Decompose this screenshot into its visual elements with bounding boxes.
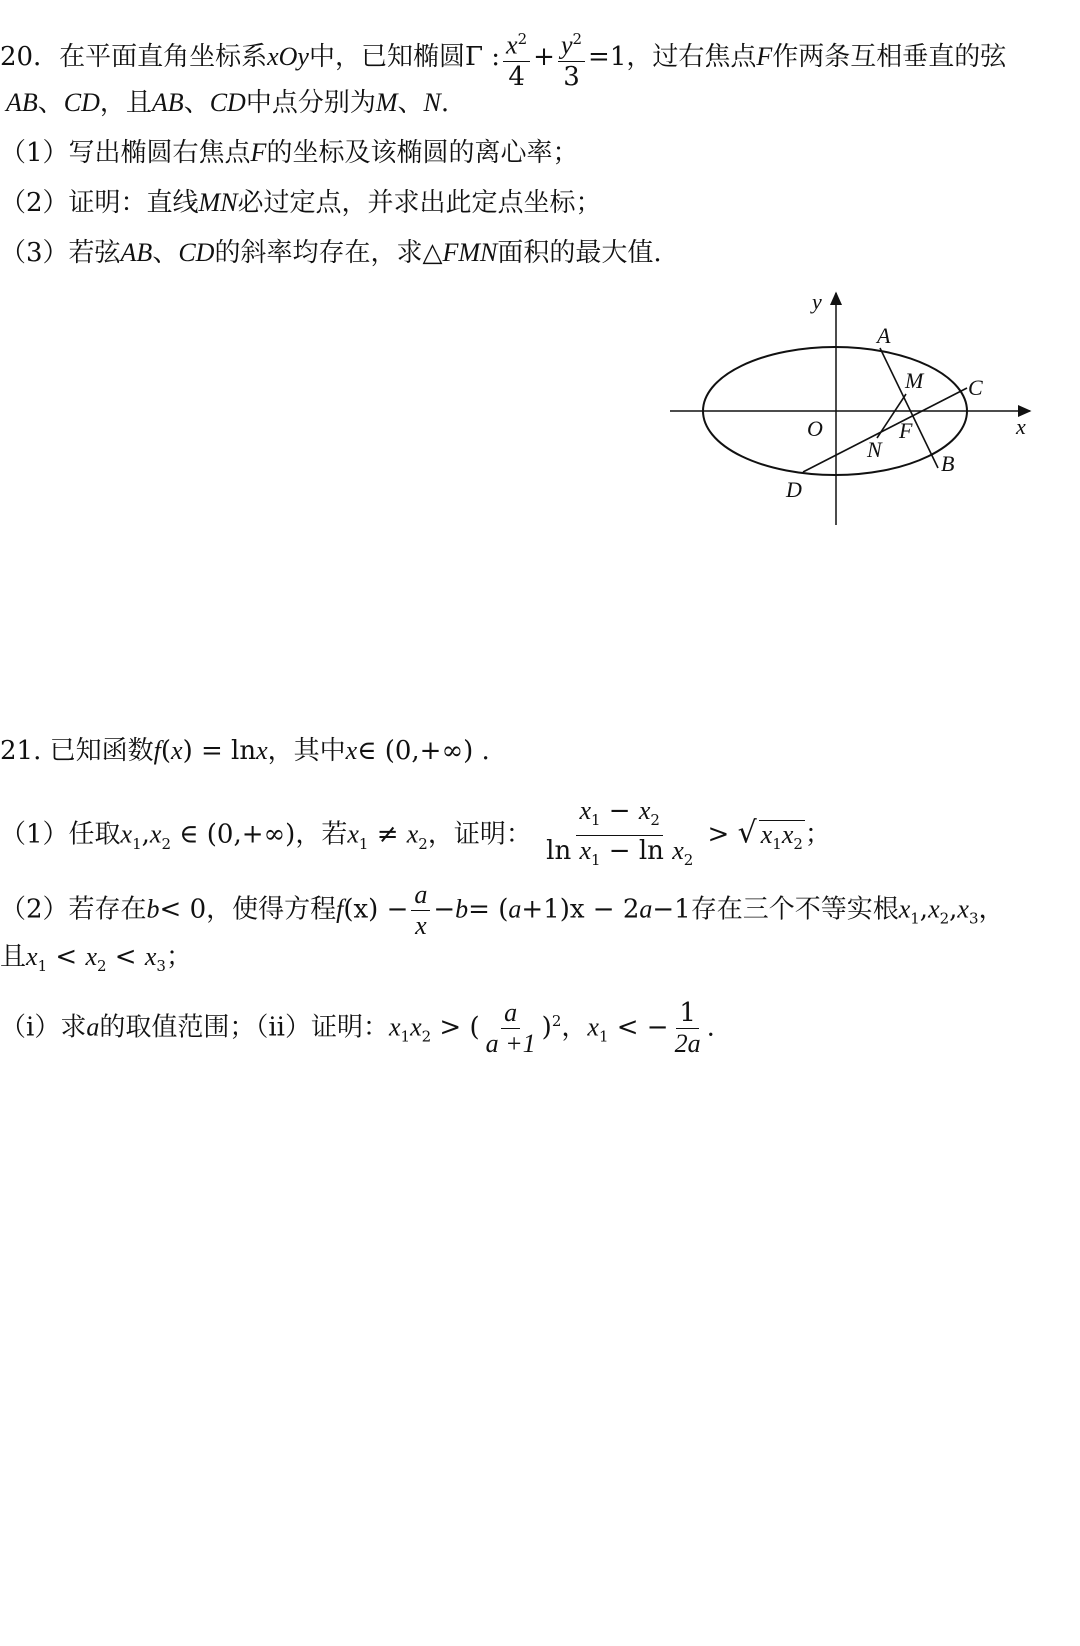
math-var: F [250,138,267,167]
operator: ≠ [376,819,399,850]
fraction-y: $\frac{y^2}{3}$ [558,24,585,92]
math-var: x [120,819,133,849]
text: （2）证明：直线 [0,188,199,218]
text: 的斜率均存在，求△ [214,238,443,268]
fraction-log-mean: $\frac{x_1 - x_2}{\ln x_1 - \ln x_2}$ [546,796,694,870]
fraction-a-over-x [411,880,430,941]
text: ∈ (0,+∞)，若 [179,819,348,850]
text: ( [160,736,172,766]
label-c: C [968,375,983,400]
denominator: 2a [674,1029,701,1058]
denominator: x [415,911,427,940]
text: = ( [468,894,509,925]
fraction-x: $\frac{x^2}{4}$ [503,24,530,92]
text: 、 [37,88,64,118]
operator: − [433,894,456,925]
fraction-one-over-2a [672,998,704,1059]
text: 的坐标及该椭圆的离心率； [266,138,579,168]
math-var: b [455,894,469,924]
operator: + [533,41,555,72]
ellipse-figure [0,285,1080,525]
q20-part-2 [0,186,602,220]
text: ； [165,942,192,972]
label-y: y [812,289,822,314]
label-x: x [1016,414,1026,439]
q20-line-1 [0,24,1006,92]
text: 在平面直角坐标系 [59,41,268,72]
text: ) = ln [182,736,257,766]
math-var: f [153,736,161,765]
math-var: FMN [442,238,498,267]
text: 、 [152,238,179,268]
problem-number: 21. [0,736,42,766]
label-n: N [867,437,882,462]
text: ，其中 [267,736,346,766]
text: > ( [439,1012,480,1043]
text: ，证明： [427,819,532,850]
label-f: F [899,418,913,443]
math-var: M [375,88,398,117]
q21-part-1: （1）任取$x_1,x_2$ ∈ (0,+∞)，若$x_1 \ne x_2$，证明： $\frac{x_1 - x_2}{\ln x_1 - \ln x_2}$ > √ $x_1x_2$； [0,796,831,875]
text: −1存在三个不等实根 [652,894,899,925]
q20-part-3 [0,236,662,270]
q21-part-2: （2）若存在b< 0，使得方程f(x) − $\frac{a}{x}$ −b= (a+1)x − 2a−1存在三个不等实根$x_1,x_2,x_3$， [0,880,1005,940]
q20-part-1 [0,136,578,170]
text: （i）求 [0,1012,87,1043]
math-var: x [506,30,518,60]
text: （3）若弦 [0,238,121,268]
text: < − [616,1012,669,1043]
text: +1)x − 2 [521,894,640,925]
math-var: AB [151,88,184,117]
radicand: $x_1x_2$ [759,820,805,858]
text: （1）任取 [0,819,121,850]
math-var: a [639,894,653,924]
label-o: O [807,416,823,441]
numerator: a [411,880,430,911]
text: ln [546,836,572,867]
q21-line-1 [0,734,490,768]
text: ，过右焦点 [626,41,757,72]
sqrt-icon: √ [737,815,757,851]
text: 已知函数 [49,736,154,766]
text: ， [561,1012,588,1043]
text: 的取值范围；（ii）证明： [99,1012,389,1043]
text: 作两条互相垂直的弦 [772,41,1007,72]
q21-part-i-ii: （i）求a的取值范围；（ii）证明：$x_1x_2$ > ( $\frac{a}{a +1}$ )$^2$，$x_1$ < − $\frac{1}{2a}$ . [0,998,715,1058]
text: . [706,1012,715,1043]
denominator: 4 [508,61,525,92]
math-var: b [146,894,160,924]
text: =1 [588,41,627,72]
operator: − [600,796,639,826]
math-var: AB [6,88,38,117]
problem-number: 20． [0,41,60,72]
text: 、 [183,88,210,118]
math-var: xOy [267,41,309,71]
math-var: a [508,894,522,924]
text: （1）写出椭圆右焦点 [0,138,251,168]
math-var: N [423,88,441,117]
math-var: MN [198,188,238,217]
q20-line-2 [6,86,449,120]
text: ∈ (0,+∞) . [357,736,490,766]
math-var: x [256,736,268,765]
text: 且 [0,942,27,972]
text: < 0，使得方程 [159,894,337,925]
math-var: f [336,894,344,924]
numerator: 1 [676,998,699,1029]
q21-part-2-line-2: 且$x_1 < x_2 < x_3$； [0,942,192,976]
label-m: M [905,368,924,393]
math-var: a [86,1012,100,1042]
math-var: AB [120,238,153,267]
numerator: a [501,998,520,1029]
text: 中点分别为 [245,88,376,118]
math-var: F [756,41,773,71]
operator: > [707,819,730,850]
text: ，且 [99,88,152,118]
math-var: CD [63,88,100,117]
text: （2）若存在 [0,894,147,925]
math-var: CD [209,88,246,117]
math-var: CD [178,238,215,267]
math-var: y [560,30,573,60]
math-var: x [171,736,183,765]
label-d: D [786,477,802,502]
text: ， [978,894,1005,925]
exponent: 2 [551,1011,562,1030]
label-a: A [877,323,891,348]
fraction-a-over-a-plus-1 [483,998,539,1059]
text: . [440,88,450,118]
label-b: B [941,451,955,476]
text: 必过定点，并求出此定点坐标； [237,188,602,218]
denominator: 3 [563,61,580,92]
text: 面积的最大值. [497,238,662,268]
text: ) [541,1012,552,1043]
math-var: x [345,736,358,765]
text: 、 [397,88,424,118]
denominator: a +1 [485,1029,536,1058]
text: (x) − [343,894,409,925]
math-var: x [579,796,591,825]
text: 中，已知椭圆Γ : [308,41,501,72]
text: ； [804,819,831,850]
